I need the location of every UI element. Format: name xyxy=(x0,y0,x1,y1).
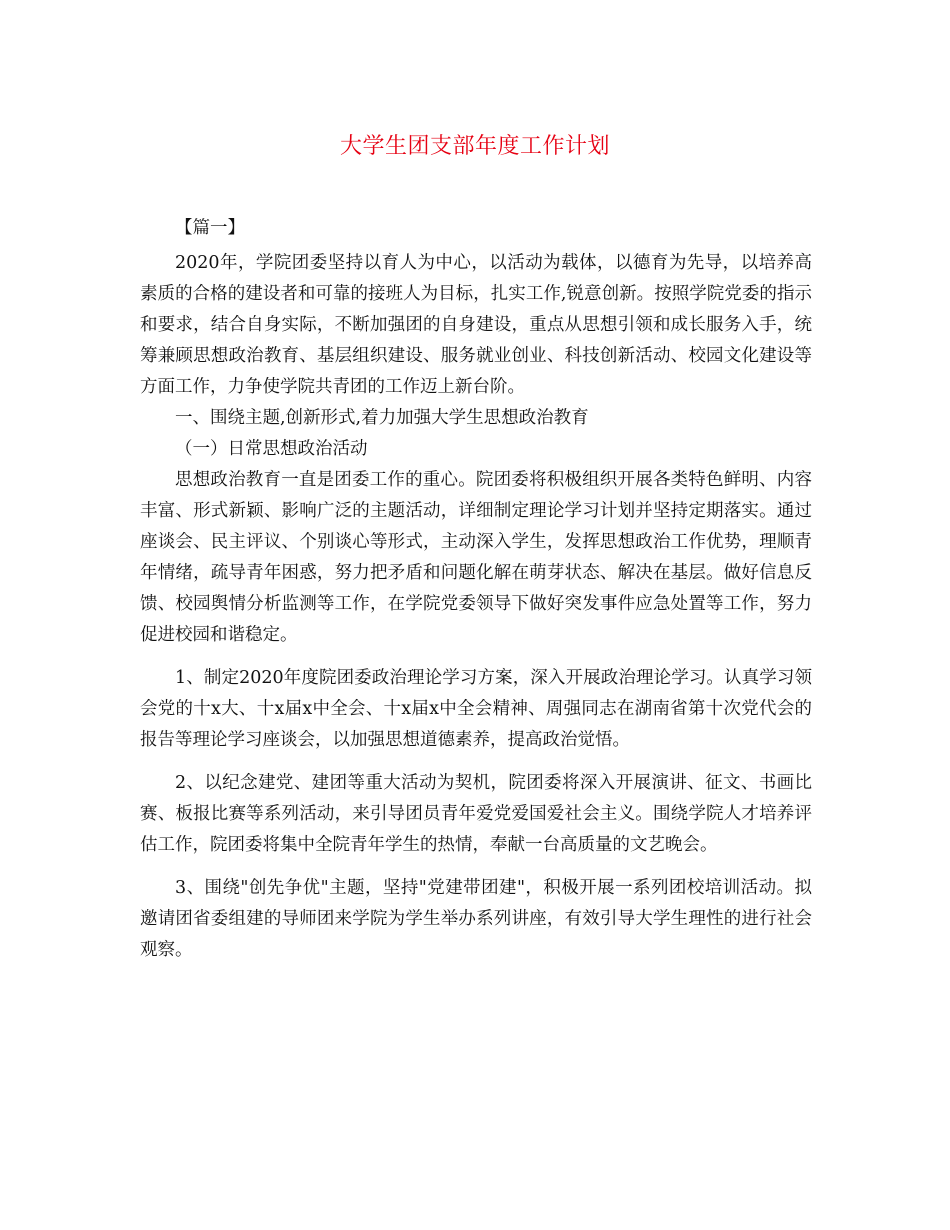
list-item-1: 1、制定2020年度院团委政治理论学习方案，深入开展政治理论学习。认真学习领会党的十x大、十x届x中全会、十x届x中全会精神、周强同志在湖南省第十次党代会的报告等理论学习座谈会，以加强思想道德素养，提高政治觉悟。 xyxy=(140,668,812,750)
section-label: 【篇一】 xyxy=(175,218,245,238)
subsection-heading: （一）日常思想政治活动 xyxy=(175,439,368,459)
list-item-3: 3、围绕"创先争优"主题，坚持"党建带团建"，积极开展一系列团校培训活动。拟邀请团省委组建的导师团来学院为学生举办系列讲座，有效引导大学生理性的进行社会观察。 xyxy=(140,878,812,960)
section-heading: 一、围绕主题,创新形式,着力加强大学生思想政治教育 xyxy=(175,408,589,428)
document-body xyxy=(140,213,812,966)
document-title: 大学生团支部年度工作计划 xyxy=(339,134,610,159)
list-item-2: 2、以纪念建党、建团等重大活动为契机，院团委将深入开展演讲、征文、书画比赛、板报比赛等系列活动，来引导团员青年爱党爱国爱社会主义。围绕学院人才培养评估工作，院团委将集中全院青年学生的热情，奉献一台高质量的文艺晚会。 xyxy=(140,773,812,855)
body-paragraph: 思想政治教育一直是团委工作的重心。院团委将积极组织开展各类特色鲜明、内容丰富、形式新颖、影响广泛的主题活动，详细制定理论学习计划并坚持定期落实。通过座谈会、民主评议、个别谈心等形式，主动深入学生，发挥思想政治工作优势，理顺青年情绪，疏导青年困惑，努力把矛盾和问题化解在萌芽状态、解决在基层。做好信息反馈、校园舆情分析监测等工作，在学院党委领导下做好突发事件应急处置等工作，努力促进校园和谐稳定。 xyxy=(140,470,812,645)
intro-paragraph: 2020年，学院团委坚持以育人为中心，以活动为载体，以德育为先导，以培养高素质的合格的建设者和可靠的接班人为目标，扎实工作,锐意创新。按照学院党委的指示和要求，结合自身实际，不断加强团的自身建设，重点从思想引领和成长服务入手，统筹兼顾思想政治教育、基层组织建设、服务就业创业、科技创新活动、校园文化建设等方面工作，力争使学院共青团的工作迈上新台阶。 xyxy=(140,253,812,397)
